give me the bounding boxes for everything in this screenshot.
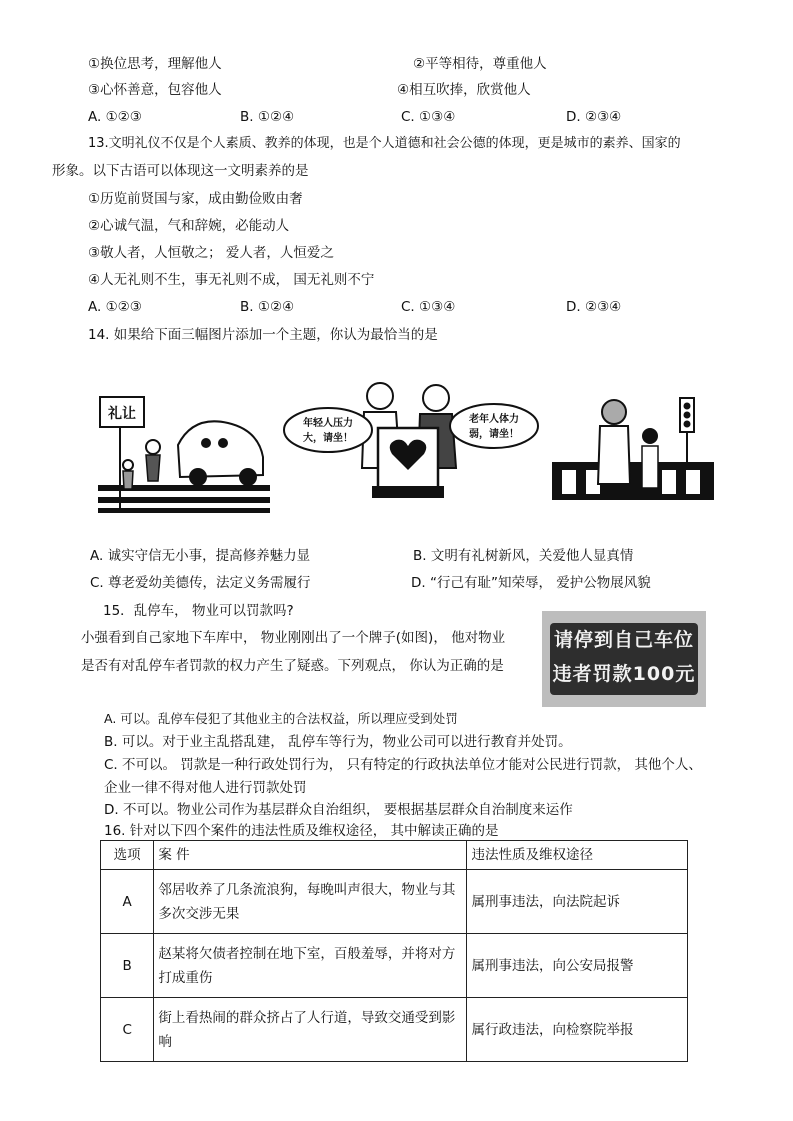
q13-item-2: ②心诚气温，气和辞婉，必能动人 — [88, 218, 290, 234]
row-nature: 属刑事违法，向公安局报警 — [467, 934, 688, 998]
q12-option-a[interactable]: A. ①②③ — [88, 109, 142, 125]
q14-option-c[interactable]: C. 尊老爱幼美德传，法定义务需履行 — [90, 575, 311, 591]
q15-option-c-cont: 企业一律不得对他人进行罚款处罚 — [104, 780, 307, 796]
q12-option-b[interactable]: B. ①②④ — [240, 109, 295, 125]
q12-item-1: ①换位思考，理解他人 — [88, 56, 222, 72]
q12-option-d[interactable]: D. ②③④ — [566, 109, 622, 125]
fig2-right-bubble-line1: 老年人体力 — [469, 414, 519, 425]
q14-option-a[interactable]: A. 诚实守信无小事，提高修养魅力显 — [90, 548, 311, 564]
q14-figure-seat — [280, 378, 542, 504]
row-case — [154, 998, 467, 1062]
q12-item-2: ②平等相待，尊重他人 — [413, 56, 547, 72]
q15-parking-sign — [542, 611, 706, 707]
q15-stem-line2: 是否有对乱停车者罚款的权力产生了疑惑。下列观点， 你认为正确的是 — [81, 658, 504, 674]
row-case-line: 赵某将欠债者控制在地下室，百般羞辱，并将对方 — [158, 945, 456, 962]
row-nature: 属行政违法，向检察院举报 — [467, 998, 688, 1062]
table-header-row — [101, 841, 688, 870]
q13-item-1: ①历览前贤国与家，成由勤俭败由奢 — [88, 191, 303, 207]
table-row — [101, 870, 688, 934]
row-case-line: 多次交涉无果 — [158, 905, 240, 922]
fig2-right-bubble-line2: 弱，请坐！ — [469, 429, 519, 440]
q14-figure-crosswalk — [98, 385, 270, 515]
row-case-line: 邻居收养了几条流浪狗，每晚叫声很大，物业与其 — [158, 881, 456, 898]
q13-option-c[interactable]: C. ①③④ — [401, 299, 456, 315]
q13-item-4: ④人无礼则不生，事无礼则不成， 国无礼则不宁 — [88, 272, 375, 288]
row-nature: 属刑事违法，向法院起诉 — [467, 870, 688, 934]
q15-option-d[interactable]: D. 不可以。物业公司作为基层群众自治组织， 要根据基层群众自治制度来运作 — [104, 802, 573, 818]
table-row — [101, 998, 688, 1062]
table-row — [101, 934, 688, 998]
q15-option-c[interactable]: C. 不可以。 罚款是一种行政处罚行为， 只有特定的行政执法单位才能对公民进行罚款， 其他个人、 — [104, 757, 702, 773]
q15-stem-line1: 小强看到自己家地下车库中， 物业刚刚出了一个牌子(如图)， 他对物业 — [81, 630, 506, 646]
q12-option-c[interactable]: C. ①③④ — [401, 109, 456, 125]
sign-line2: 违者罚款100元 — [552, 663, 696, 685]
q15-option-b[interactable]: B. 可以。对于业主乱搭乱建， 乱停车等行为，物业公司可以进行教育并处罚。 — [104, 734, 572, 750]
q14-option-b[interactable]: B. 文明有礼树新风，关爱他人显真情 — [413, 548, 634, 564]
q15-option-a[interactable]: A. 可以。乱停车侵犯了其他业主的合法权益，所以理应受到处罚 — [104, 711, 458, 726]
q12-item-4: ④相互吹捧，欣赏他人 — [397, 82, 531, 98]
header-option: 选项 — [101, 841, 154, 870]
fig2-left-bubble-line2: 大，请坐！ — [303, 433, 353, 444]
sign-line1: 请停到自己车位 — [553, 629, 694, 651]
row-case-line: 街上看热闹的群众挤占了人行道，导致交通受到影 — [158, 1009, 456, 1026]
q16-cases-table — [100, 840, 688, 1062]
q12-item-3: ③心怀善意，包容他人 — [88, 82, 222, 98]
q13-stem-line2: 形象。以下古语可以体现这一文明素养的是 — [52, 163, 309, 179]
q13-option-d[interactable]: D. ②③④ — [566, 299, 622, 315]
q14-option-d[interactable]: D. “行己有耻”知荣辱， 爱护公物展风貌 — [411, 575, 651, 591]
q13-item-3: ③敬人者，人恒敬之； 爱人者，人恒爱之 — [88, 245, 334, 261]
q16-stem: 16. 针对以下四个案件的违法性质及维权途径， 其中解读正确的是 — [104, 823, 499, 839]
row-option: C — [101, 998, 154, 1062]
row-option: A — [101, 870, 154, 934]
q13-option-b[interactable]: B. ①②④ — [240, 299, 295, 315]
row-case-line: 响 — [158, 1033, 172, 1050]
q13-option-a[interactable]: A. ①②③ — [88, 299, 142, 315]
q13-stem-line1: 13.文明礼仪不仅是个人素质、教养的体现，也是个人道德和社会公德的体现，更是城市的素养、国家的 — [88, 136, 681, 151]
fig2-left-bubble-line1: 年轻人压力 — [303, 418, 353, 429]
q15-title: 15．乱停车， 物业可以罚款吗? — [103, 603, 294, 619]
fig1-sign-text: 礼让 — [108, 406, 136, 422]
row-option: B — [101, 934, 154, 998]
row-case — [154, 870, 467, 934]
header-case: 案 件 — [154, 841, 467, 870]
row-case-line: 打成重伤 — [158, 969, 213, 986]
header-nature: 违法性质及维权途径 — [467, 841, 688, 870]
row-case — [154, 934, 467, 998]
q14-stem: 14. 如果给下面三幅图片添加一个主题，你认为最恰当的是 — [88, 327, 438, 343]
q14-figure-traffic-light — [552, 392, 714, 500]
